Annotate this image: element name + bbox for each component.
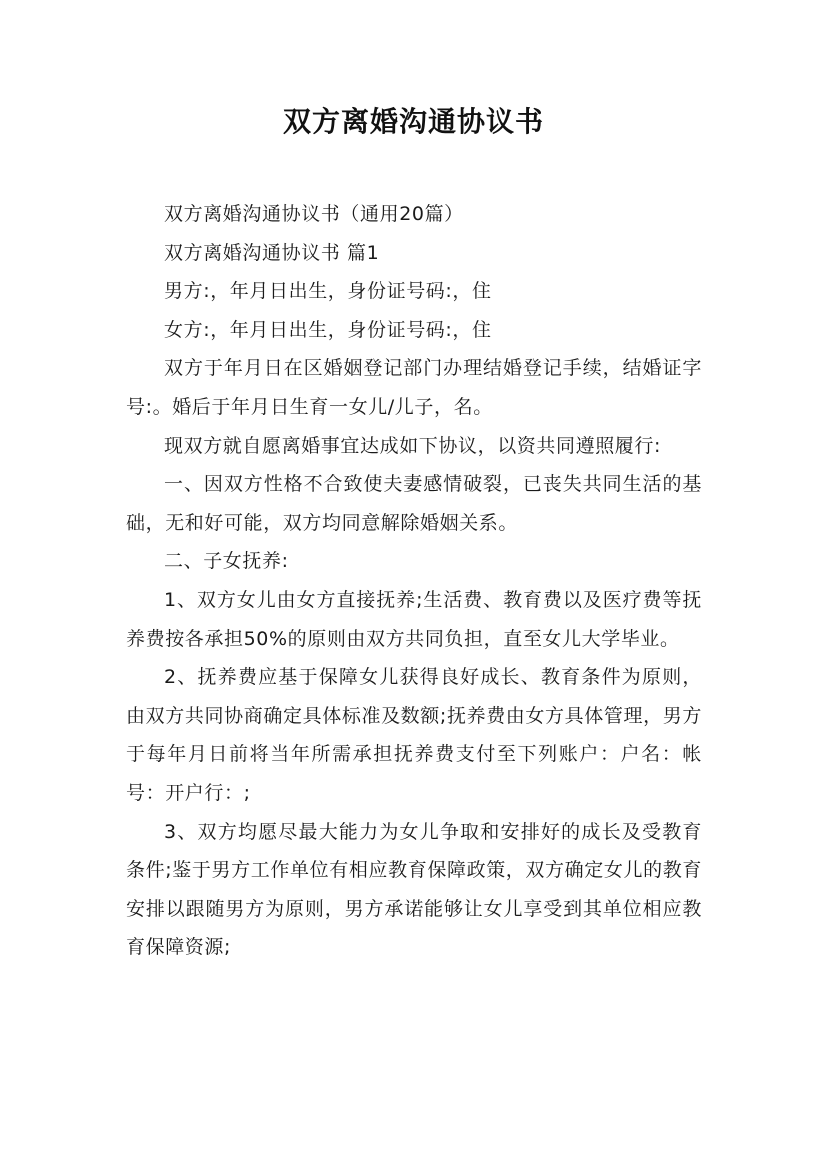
paragraph-section-heading: 双方离婚沟通协议书 篇1 (164, 241, 380, 264)
paragraph-agreement-intro: 现双方就自愿离婚事宜达成如下协议，以资共同遵照履行: (164, 434, 662, 457)
paragraph-clause-child-support-1: 1、双方女儿由女方直接抚养;生活费、教育费以及医疗费等抚养费按各承担50%的原则由双方共同负担，直至女儿大学毕业。 (126, 588, 702, 650)
document-body (126, 195, 702, 967)
paragraph-clause-divorce: 一、因双方性格不合致使夫妻感情破裂，已丧失共同生活的基础，无和好可能，双方均同意解除婚姻关系。 (126, 473, 702, 534)
paragraph-clause-child-support-3: 3、双方均愿尽最大能力为女儿争取和安排好的成长及受教育条件;鉴于男方工作单位有相应教育保障政策，双方确定女儿的教育安排以跟随男方为原则，男方承诺能够让女儿享受到其单位相应教育保障资源; (126, 820, 702, 959)
document-title: 双方离婚沟通协议书 (282, 105, 544, 138)
paragraph-clause-child-support-heading: 二、子女抚养: (164, 550, 289, 573)
paragraph-clause-child-support-2: 2、抚养费应基于保障女儿获得良好成长、教育条件为原则，由双方共同协商确定具体标准及数额;抚养费由女方具体管理，男方于每年月日前将当年所需承担抚养费支付至下列账户：户名：帐号：开户行：; (126, 666, 702, 804)
paragraph-subtitle: 双方离婚沟通协议书（通用20篇） (164, 203, 464, 225)
paragraph-male-party: 男方:，年月日出生，身份证号码:，住 (164, 280, 492, 303)
paragraph-female-party: 女方:，年月日出生，身份证号码:，住 (164, 318, 492, 341)
paragraph-marriage-registration: 双方于年月日在区婚姻登记部门办理结婚登记手续，结婚证字号:。婚后于年月日生育一女儿/儿子，名。 (126, 357, 702, 418)
